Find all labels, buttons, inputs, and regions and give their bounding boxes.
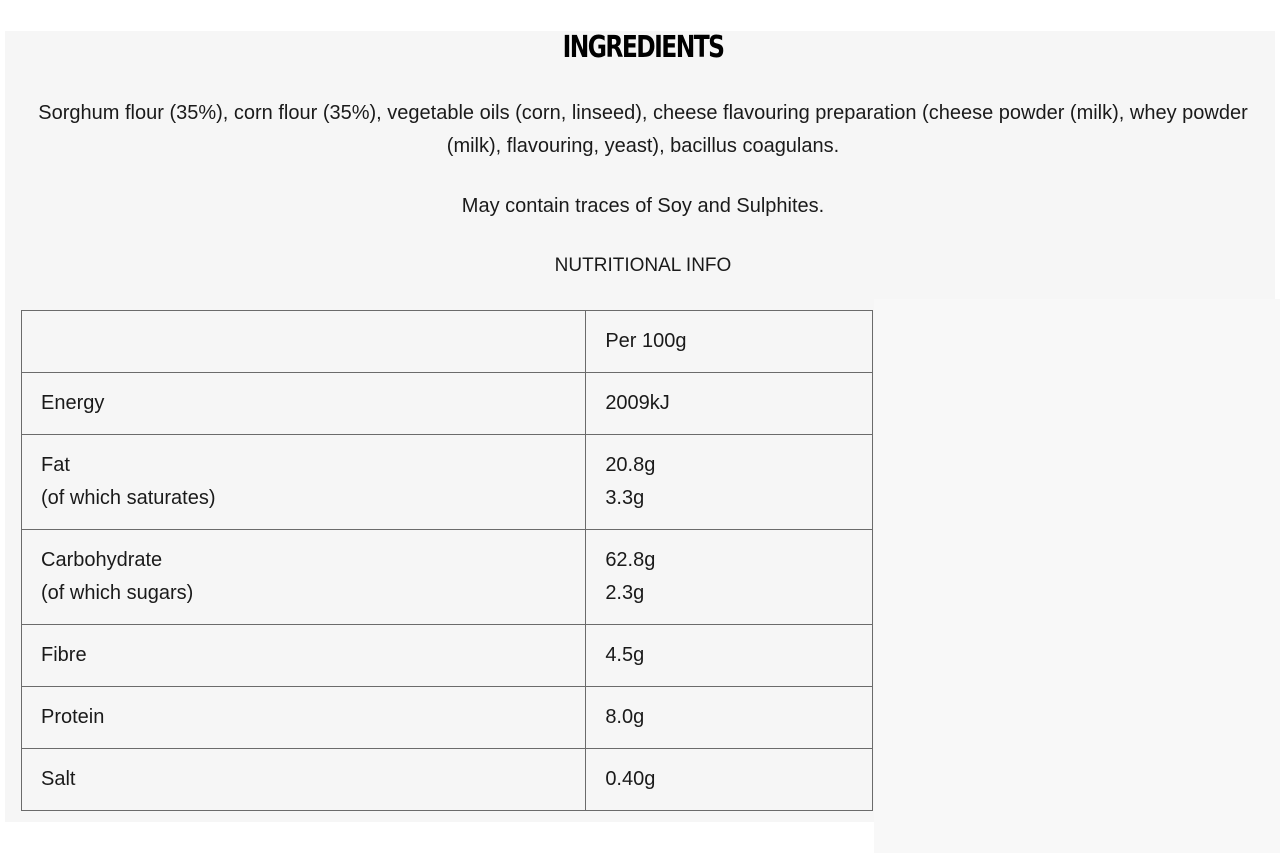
carbohydrate-label: Carbohydrate bbox=[41, 549, 163, 571]
table-row-carbohydrate bbox=[22, 530, 873, 625]
carbohydrate-value-cell bbox=[586, 530, 873, 625]
ingredients-text: Sorghum flour (35%), corn flour (35%), vegetable oils (corn, linseed), cheese flavouring preparation (cheese powder (milk), whey powder (milk), flavouring, yeast), bacillus coagulans. bbox=[38, 102, 1248, 157]
saturates-label: (of which saturates) bbox=[41, 487, 216, 509]
sugars-label: (of which sugars) bbox=[41, 582, 194, 604]
allergen-text: May contain traces of Soy and Sulphites. bbox=[461, 195, 825, 217]
saturates-value: 3.3g bbox=[605, 487, 645, 509]
fat-label: Fat bbox=[41, 454, 70, 476]
fibre-value: 4.5g bbox=[586, 625, 873, 687]
table-row-energy bbox=[22, 373, 873, 435]
fat-label-cell bbox=[22, 435, 586, 530]
table-row-fat bbox=[22, 435, 873, 530]
ingredients-heading: INGREDIENTS bbox=[562, 30, 724, 65]
carbohydrate-label-cell bbox=[22, 530, 586, 625]
sugars-value: 2.3g bbox=[605, 582, 645, 604]
energy-value: 2009kJ bbox=[586, 373, 873, 435]
carbohydrate-value: 62.8g bbox=[605, 549, 656, 571]
side-panel bbox=[874, 299, 1280, 853]
protein-value: 8.0g bbox=[586, 687, 873, 749]
nutrition-table bbox=[21, 310, 873, 811]
header-label-cell bbox=[22, 311, 586, 373]
energy-label: Energy bbox=[22, 373, 586, 435]
fat-value: 20.8g bbox=[605, 454, 656, 476]
salt-value: 0.40g bbox=[586, 749, 873, 811]
header-per-100g-cell: Per 100g bbox=[586, 311, 873, 373]
table-row-salt bbox=[22, 749, 873, 811]
salt-label: Salt bbox=[22, 749, 586, 811]
nutritional-info-title: NUTRITIONAL INFO bbox=[554, 255, 732, 276]
table-row-protein bbox=[22, 687, 873, 749]
table-row-fibre bbox=[22, 625, 873, 687]
fibre-label: Fibre bbox=[22, 625, 586, 687]
table-header-row bbox=[22, 311, 873, 373]
fat-value-cell bbox=[586, 435, 873, 530]
protein-label: Protein bbox=[22, 687, 586, 749]
